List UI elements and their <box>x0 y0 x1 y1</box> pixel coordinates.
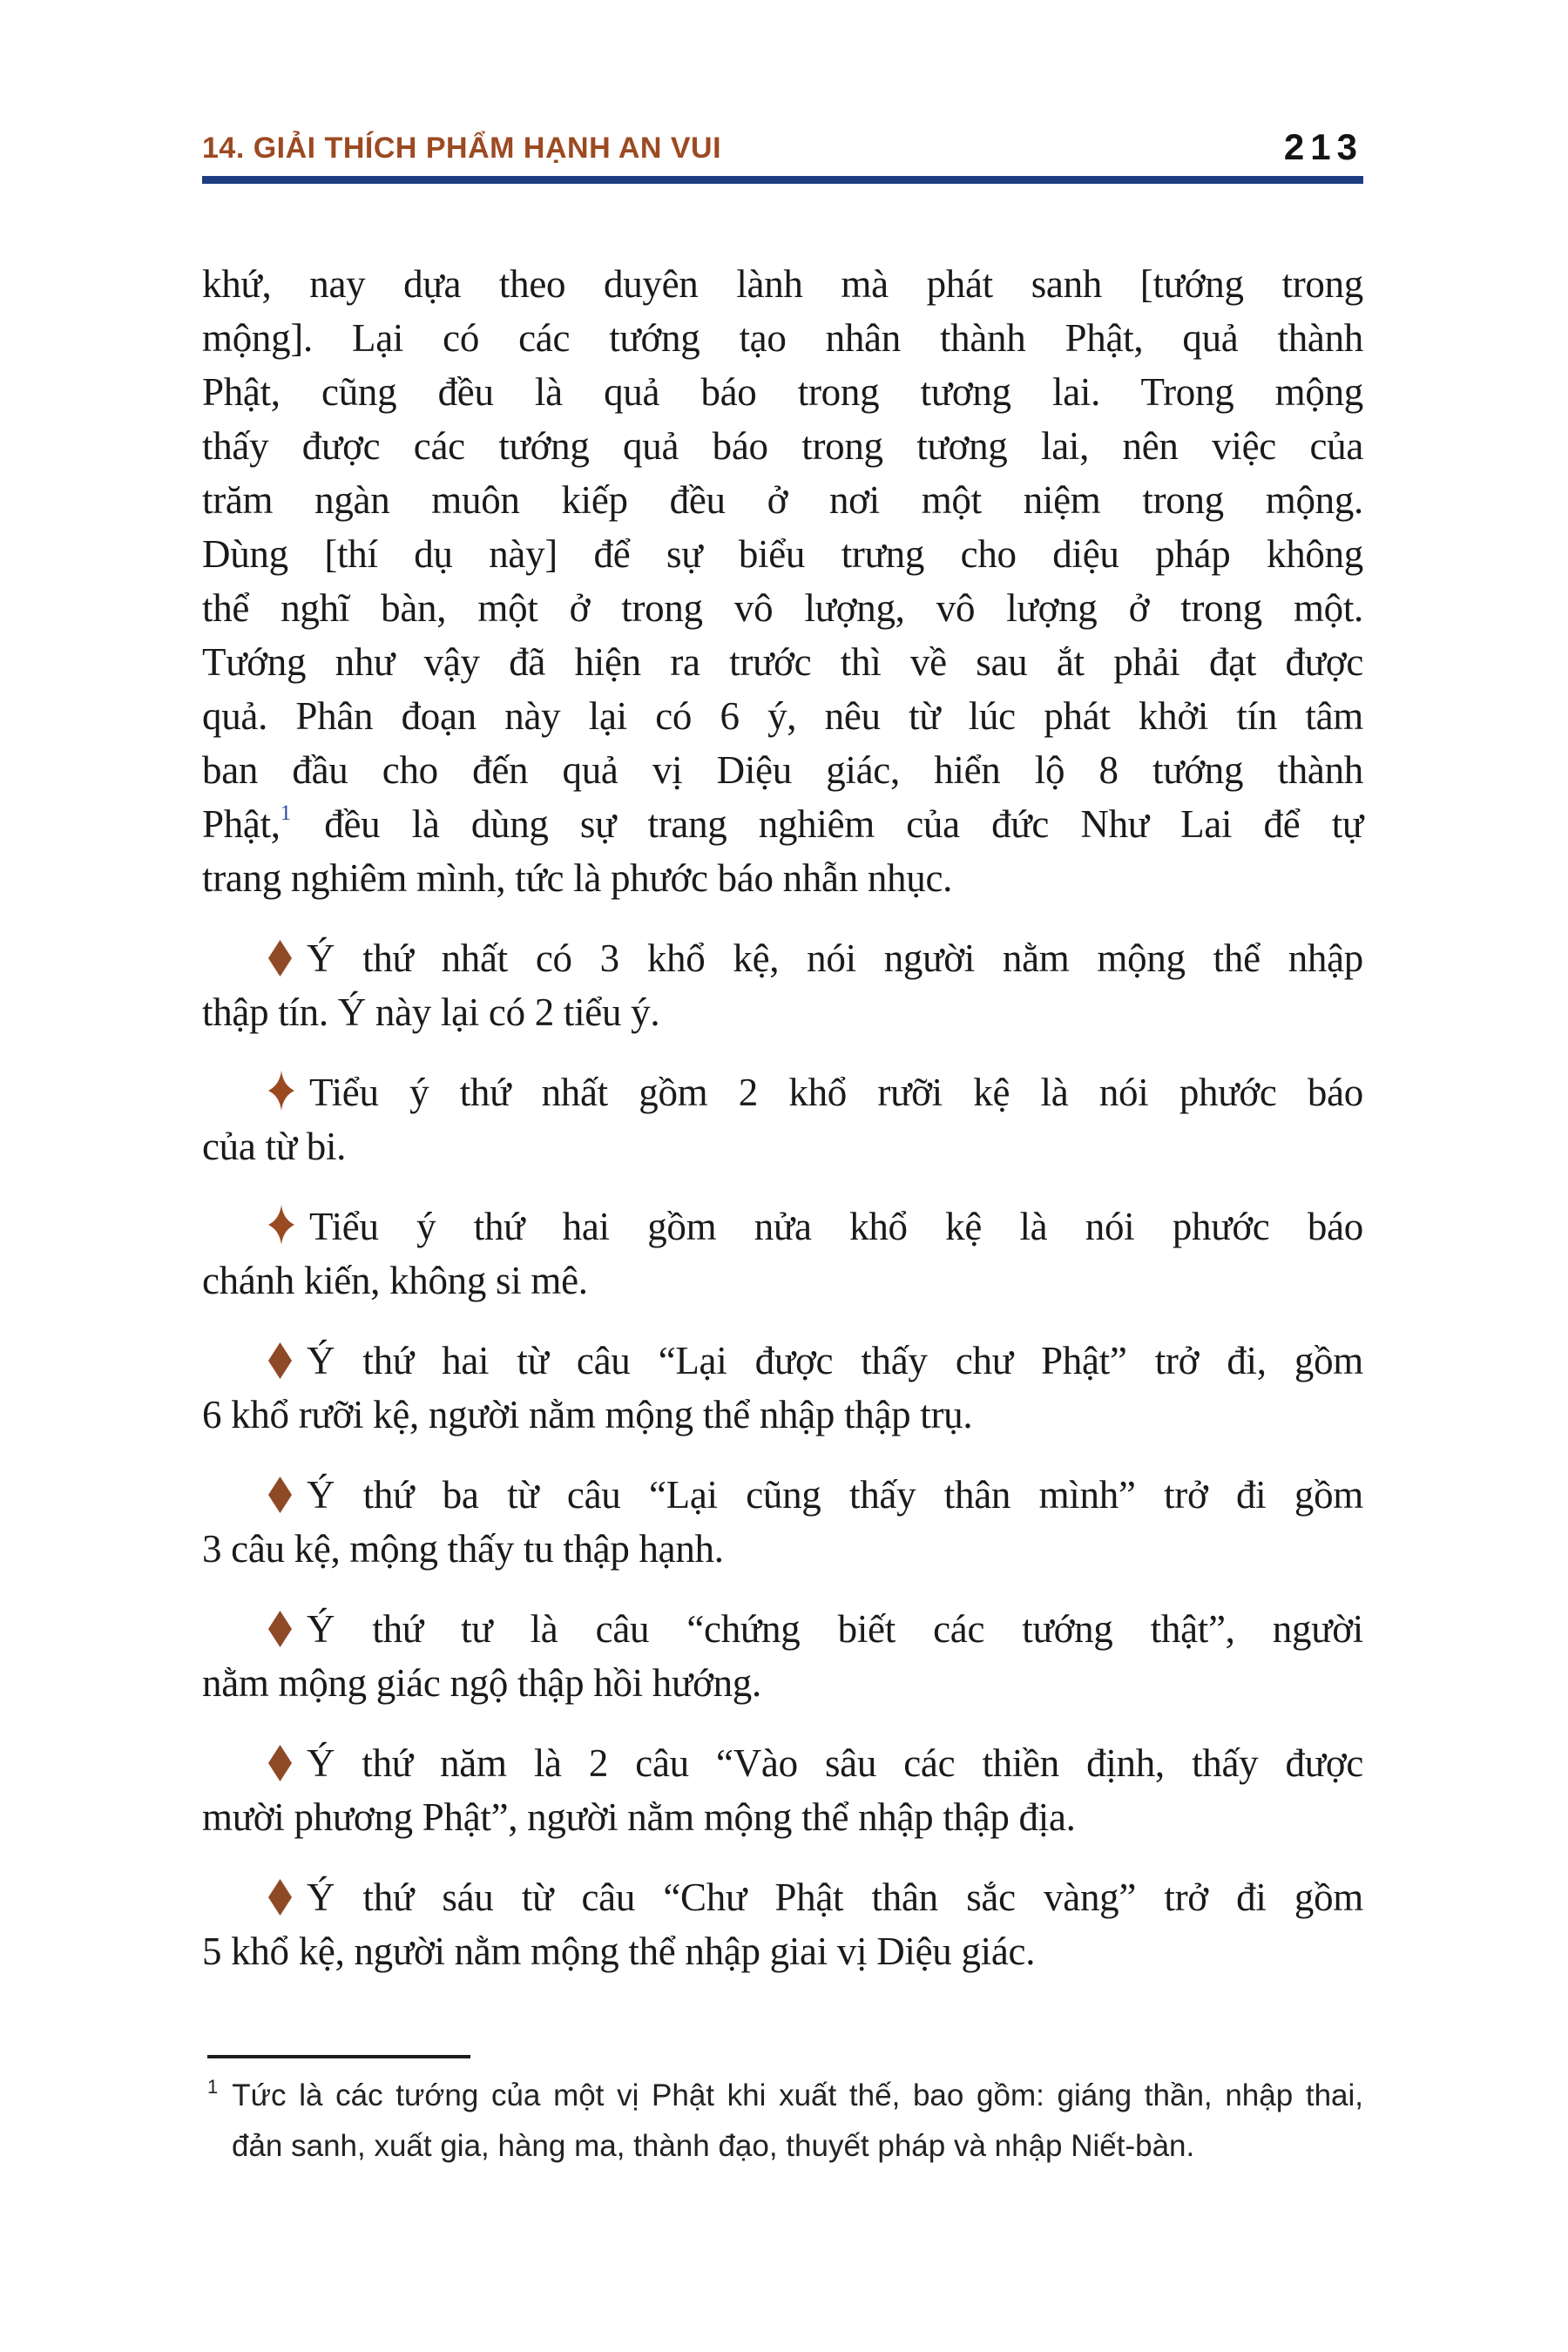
text-line: Tiểu ý thứ nhất gồm 2 khổ rưỡi kệ là nói phước báo <box>202 1065 1363 1119</box>
diamond-bullet-icon <box>268 1477 292 1513</box>
text-line: Ý thứ sáu từ câu “Chư Phật thân sắc vàng” trở đi gồm <box>202 1870 1363 1924</box>
text-line: thập tín. Ý này lại có 2 tiểu ý. <box>202 990 660 1034</box>
four-point-star-bullet-icon <box>268 1071 294 1111</box>
diamond-bullet-icon <box>268 1879 292 1916</box>
paragraph <box>202 257 1363 905</box>
text-line: Ý thứ nhất có 3 khổ kệ, nói người nằm mộng thể nhập <box>202 931 1363 985</box>
diamond-bullet-icon <box>268 1342 292 1379</box>
bullet-item <box>202 1870 1363 1978</box>
text-line: quả. Phân đoạn này lại có 6 ý, nêu từ lúc phát khởi tín tâm <box>202 694 1363 738</box>
text-line: Phật,$^1$ đều là dùng sự trang nghiêm của đức Như Lai để tự <box>202 801 1363 846</box>
bullet-item <box>202 1602 1363 1710</box>
text-line: Tướng như vậy đã hiện ra trước thì về sau ắt phải đạt được <box>202 640 1363 684</box>
text-line: thấy được các tướng quả báo trong tương lai, nên việc của <box>202 424 1363 468</box>
text-line: Tiểu ý thứ hai gồm nửa khổ kệ là nói phước báo <box>202 1200 1363 1254</box>
text-line: Ý thứ năm là 2 câu “Vào sâu các thiền định, thấy được <box>202 1736 1363 1790</box>
chapter-title: 14. GIẢI THÍCH PHẨM HẠNH AN VUI <box>202 132 722 165</box>
text-line: khứ, nay dựa theo duyên lành mà phát sanh [tướng trong <box>202 262 1363 306</box>
bullet-item <box>202 1468 1363 1576</box>
text-line: mười phương Phật”, người nằm mộng thể nhập thập địa. <box>202 1795 1076 1839</box>
diamond-bullet-icon <box>268 1745 292 1781</box>
text-line: Dùng [thí dụ này] để sự biểu trưng cho diệu pháp không <box>202 532 1363 576</box>
diamond-bullet-icon <box>268 1611 292 1647</box>
text-line: Ý thứ tư là câu “chứng biết các tướng thật”, người <box>202 1602 1363 1656</box>
bullet-item <box>202 1200 1363 1308</box>
text-line: của từ bi. <box>202 1125 347 1168</box>
footnote-line <box>207 2071 1363 2121</box>
text-line: nằm mộng giác ngộ thập hồi hướng. <box>202 1661 761 1705</box>
footnote-separator <box>207 2055 470 2058</box>
bullet-item <box>202 1736 1363 1844</box>
bullet-item <box>202 1065 1363 1173</box>
footnote-ref: 1 <box>280 801 291 825</box>
text-line: 3 câu kệ, mộng thấy tu thập hạnh. <box>202 1527 724 1571</box>
text-line: trang nghiêm mình, tức là phước báo nhẫn nhục. <box>202 856 953 900</box>
four-point-star-bullet-icon <box>268 1205 294 1245</box>
text-line: Ý thứ ba từ câu “Lại cũng thấy thân mình” trở đi gồm <box>202 1468 1363 1522</box>
text-line: ban đầu cho đến quả vị Diệu giác, hiển lộ 8 tướng thành <box>202 748 1363 792</box>
text-line: trăm ngàn muôn kiếp đều ở nơi một niệm trong mộng. <box>202 478 1363 522</box>
page-header <box>202 126 1363 167</box>
footnote <box>207 2071 1363 2172</box>
bullet-item <box>202 931 1363 1039</box>
footnote-marker: 1 <box>207 2076 219 2098</box>
text-line: 6 khổ rưỡi kệ, người nằm mộng thể nhập thập trụ. <box>202 1393 973 1436</box>
bullet-item <box>202 1334 1363 1442</box>
text-line: Phật, cũng đều là quả báo trong tương lai. Trong mộng <box>202 370 1363 414</box>
text-line: 5 khổ kệ, người nằm mộng thể nhập giai vị Diệu giác. <box>202 1930 1036 1973</box>
text-line: mộng]. Lại có các tướng tạo nhân thành Phật, quả thành <box>202 316 1363 360</box>
text-line: Ý thứ hai từ câu “Lại được thấy chư Phật” trở đi, gồm <box>202 1334 1363 1388</box>
body-text <box>202 257 1363 1978</box>
text-line: thể nghĩ bàn, một ở trong vô lượng, vô lượng ở trong một. <box>202 586 1363 630</box>
footnote-line: đản sanh, xuất gia, hàng ma, thành đạo, thuyết pháp và nhập Niết-bàn. <box>232 2129 1195 2163</box>
footnote-text: Tức là các tướng của một vị Phật khi xuất thế, bao gồm: giáng thần, nhập thai, <box>232 2078 1363 2112</box>
header-rule <box>202 176 1363 184</box>
text-line: chánh kiến, không si mê. <box>202 1259 588 1302</box>
diamond-bullet-icon <box>268 940 292 977</box>
page-number: 213 <box>1283 126 1363 167</box>
